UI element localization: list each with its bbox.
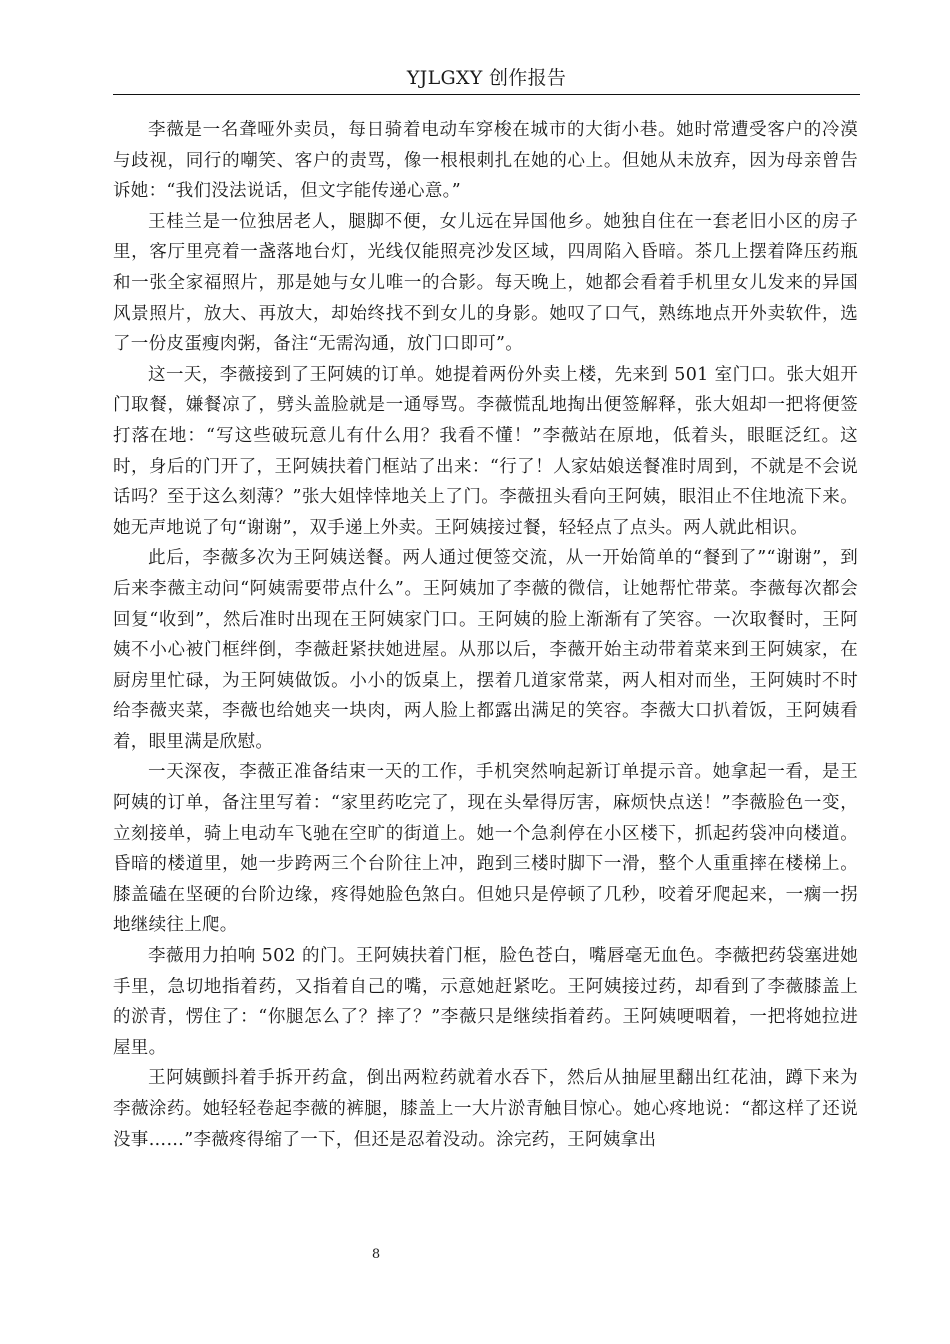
page-number: 8: [371, 1247, 381, 1262]
header-divider: [113, 94, 860, 95]
body-paragraph: 一天深夜，李薇正准备结束一天的工作，手机突然响起新订单提示音。她拿起一看，是王阿姨的订单，备注里写着：“家里药吃完了，现在头晕得厉害，麻烦快点送！”李薇脸色一变，立刻接单，骑上电动车飞驰在空旷的街道上。她一个急刹停在小区楼下，抓起药袋冲向楼道。昏暗的楼道里，她一步跨两三个台阶往上冲，跑到三楼时脚下一滑，整个人重重摔在楼梯上。膝盖磕在坚硬的台阶边缘，疼得她脸色煞白。但她只是停顿了几秒，咬着牙爬起来，一瘸一拐地继续往上爬。: [113, 762, 858, 936]
body-paragraph: 李薇用力拍响 502 的门。王阿姨扶着门框，脸色苍白，嘴唇毫无血色。李薇把药袋塞进她手里，急切地指着药，又指着自己的嘴，示意她赶紧吃。王阿姨接过药，却看到了李薇膝盖上的淤青，愣住了：“你腿怎么了？摔了？”李薇只是继续指着药。王阿姨哽咽着，一把将她拉进屋里。: [113, 946, 858, 1058]
body-paragraph: 这一天，李薇接到了王阿姨的订单。她提着两份外卖上楼，先来到 501 室门口。张大姐开门取餐，嫌餐凉了，劈头盖脸就是一通辱骂。李薇慌乱地掏出便签解释，张大姐却一把将便签打落在地：“写这些破玩意儿有什么用？我看不懂！”李薇站在原地，低着头，眼眶泛红。这时，身后的门开了，王阿姨扶着门框站了出来：“行了！人家姑娘送餐准时周到，不就是不会说话吗？至于这么刻薄？”张大姐悻悻地关上了门。李薇扭头看向王阿姨，眼泪止不住地流下来。她无声地说了句“谢谢”，双手递上外卖。王阿姨接过餐，轻轻点了点头。两人就此相识。: [113, 364, 858, 538]
document-body: [113, 115, 858, 1155]
body-paragraph: 李薇是一名聋哑外卖员，每日骑着电动车穿梭在城市的大街小巷。她时常遭受客户的冷漠与歧视，同行的嘲笑、客户的责骂，像一根根刺扎在她的心上。但她从未放弃，因为母亲曾告诉她：“我们没法说话，但文字能传递心意。”: [113, 120, 858, 202]
body-paragraph: 王桂兰是一位独居老人，腿脚不便，女儿远在异国他乡。她独自住在一套老旧小区的房子里，客厅里亮着一盏落地台灯，光线仅能照亮沙发区域，四周陷入昏暗。茶几上摆着降压药瓶和一张全家福照片，那是她与女儿唯一的合影。每天晚上，她都会看着手机里女儿发来的异国风景照片，放大、再放大，却始终找不到女儿的身影。她叹了口气，熟练地点开外卖软件，选了一份皮蛋瘦肉粥，备注“无需沟通，放门口即可”。: [113, 211, 858, 355]
page-header-title: YJLGXY 创作报告: [406, 67, 567, 89]
body-paragraph: 此后，李薇多次为王阿姨送餐。两人通过便签交流，从一开始简单的“餐到了”“谢谢”，到后来李薇主动问“阿姨需要带点什么”。王阿姨加了李薇的微信，让她帮忙带菜。李薇每次都会回复“收到”，然后准时出现在王阿姨家门口。王阿姨的脸上渐渐有了笑容。一次取餐时，王阿姨不小心被门框绊倒，李薇赶紧扶她进屋。从那以后，李薇开始主动带着菜来到王阿姨家，在厨房里忙碌，为王阿姨做饭。小小的饭桌上，摆着几道家常菜，两人相对而坐，王阿姨时不时给李薇夹菜，李薇也给她夹一块肉，两人脸上都露出满足的笑容。李薇大口扒着饭，王阿姨看着，眼里满是欣慰。: [113, 548, 858, 752]
body-paragraph: 王阿姨颤抖着手拆开药盒，倒出两粒药就着水吞下，然后从抽屉里翻出红花油，蹲下来为李薇涂药。她轻轻卷起李薇的裤腿，膝盖上一大片淤青触目惊心。她心疼地说：“都这样了还说没事……”李薇疼得缩了一下，但还是忍着没动。涂完药，王阿姨拿出: [113, 1068, 858, 1150]
